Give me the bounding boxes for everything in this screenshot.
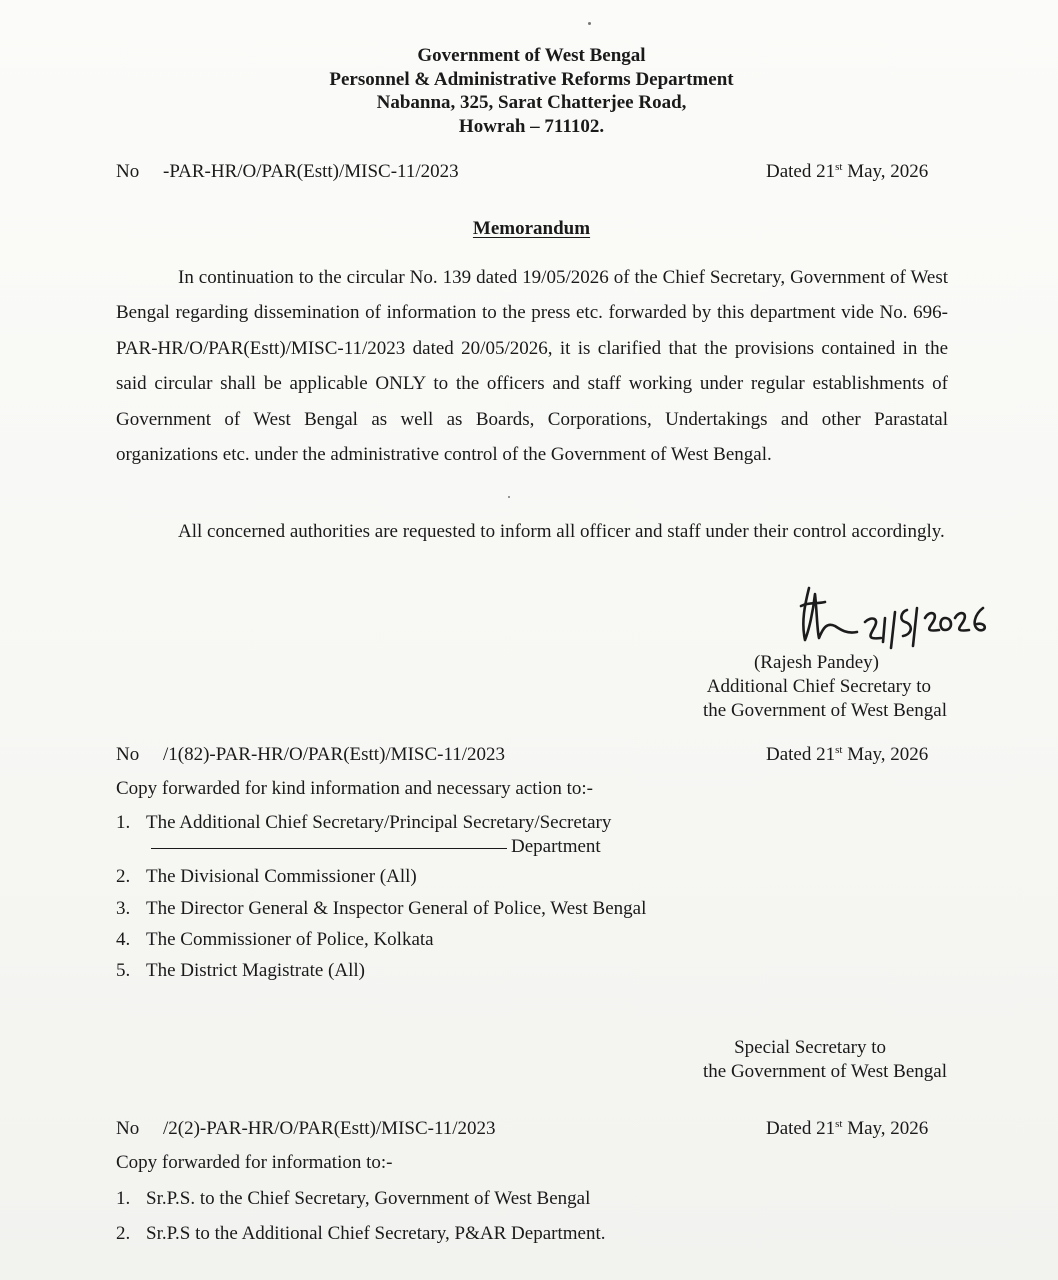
memo-date <box>766 161 928 183</box>
copy1-date <box>766 744 928 766</box>
list-item <box>116 1188 590 1210</box>
memo-paragraph-1: In continuation to the circular No. 139 dated 19/05/2026 of the Chief Secretary, Government of West Bengal regarding dissemination of information to the press etc. forwarded by this department vide No. 696- PAR-HR/O/PAR(Estt)/MISC-11/2023 dated 20/05/2026, it is clarified that the provisions contained in the said circular shall be applicable ONLY to the officers and staff working under regular establishments of Government of West Bengal as well as Boards, Corporations, Undertakings and other Parastatal organizations etc. under the administrative control of the Government of West Bengal. <box>116 267 948 466</box>
copy2-reference <box>116 1118 496 1140</box>
letterhead-address: Nabanna, 325, Sarat Chatterjee Road, <box>376 92 687 113</box>
letterhead-government: Government of West Bengal <box>417 45 646 66</box>
copy1-date-sup: st <box>835 744 843 756</box>
signatory-block <box>703 651 947 723</box>
signatory-organization: the Government of West Bengal <box>702 700 947 721</box>
memo-number: -PAR-HR/O/PAR(Estt)/MISC-11/2023 <box>163 161 459 182</box>
copy2-number: /2(2)-PAR-HR/O/PAR(Estt)/MISC-11/2023 <box>163 1118 496 1139</box>
department-label: Department <box>511 836 601 857</box>
memo-date-prefix: Dated 21 <box>766 161 836 182</box>
copy1-signatory-block <box>703 1036 947 1084</box>
letterhead-department: Personnel & Administrative Reforms Department <box>329 68 734 90</box>
fill-in-blank <box>151 848 507 849</box>
list-item-number: 1. <box>116 1188 131 1209</box>
department-blank-line <box>151 836 601 858</box>
list-item <box>116 812 611 834</box>
list-item-number: 4. <box>116 929 131 950</box>
list-item-number: 2. <box>116 866 131 887</box>
copy1-signatory-designation: Special Secretary to <box>734 1037 886 1058</box>
list-item-number: 5. <box>116 960 131 981</box>
list-item-number: 1. <box>116 812 131 833</box>
memo-title <box>0 218 1058 240</box>
copy2-date-sup: st <box>835 1118 843 1130</box>
list-item-text: Sr.P.S to the Additional Chief Secretary, P&AR Department. <box>146 1223 606 1244</box>
copy1-no-label: No <box>116 744 140 765</box>
memo-date-sup: st <box>835 161 843 173</box>
memo-reference <box>116 161 459 183</box>
list-item-text: The Additional Chief Secretary/Principal Secretary/Secretary <box>146 812 612 833</box>
list-item-text: The District Magistrate (All) <box>146 960 365 981</box>
copy1-intro: Copy forwarded for kind information and necessary action to:- <box>116 778 593 799</box>
copy1-date-suffix: May, 2026 <box>842 744 929 765</box>
copy2-date-suffix: May, 2026 <box>842 1118 929 1139</box>
copy1-date-prefix: Dated 21 <box>766 744 836 765</box>
copy1-recipient-list <box>116 812 816 992</box>
list-item <box>116 866 417 888</box>
scan-speck <box>508 496 510 498</box>
list-item-text: Sr.P.S. to the Chief Secretary, Government of West Bengal <box>146 1188 591 1209</box>
letterhead <box>0 44 1058 138</box>
list-item-number: 2. <box>116 1223 131 1244</box>
copy1-number: /1(82)-PAR-HR/O/PAR(Estt)/MISC-11/2023 <box>163 744 506 765</box>
memo-date-suffix: May, 2026 <box>842 161 929 182</box>
list-item <box>116 960 365 982</box>
letterhead-city: Howrah – 711102. <box>458 115 605 137</box>
scan-speck <box>588 22 591 25</box>
list-item <box>116 1223 605 1245</box>
copy1-reference <box>116 744 505 766</box>
memo-paragraph-2: All concerned authorities are requested to inform all officer and staff under their control accordingly. <box>178 521 945 542</box>
copy2-intro: Copy forwarded for information to:- <box>116 1152 393 1173</box>
memo-no-label: No <box>116 161 140 182</box>
signatory-name: (Rajesh Pandey) <box>753 652 879 673</box>
signatory-designation: Additional Chief Secretary to <box>706 676 931 697</box>
memo-title-text: Memorandum <box>472 218 591 239</box>
list-item-text: The Director General & Inspector General of Police, West Bengal <box>146 898 647 919</box>
copy2-date <box>766 1118 928 1140</box>
list-item-text: The Divisional Commissioner (All) <box>146 866 417 887</box>
list-item <box>116 929 434 951</box>
list-item-number: 3. <box>116 898 131 919</box>
copy2-recipient-list <box>116 1188 816 1248</box>
list-item-text: The Commissioner of Police, Kolkata <box>146 929 434 950</box>
copy1-signatory-organization: the Government of West Bengal <box>702 1061 947 1082</box>
list-item <box>116 898 646 920</box>
copy2-date-prefix: Dated 21 <box>766 1118 836 1139</box>
copy2-no-label: No <box>116 1118 140 1139</box>
